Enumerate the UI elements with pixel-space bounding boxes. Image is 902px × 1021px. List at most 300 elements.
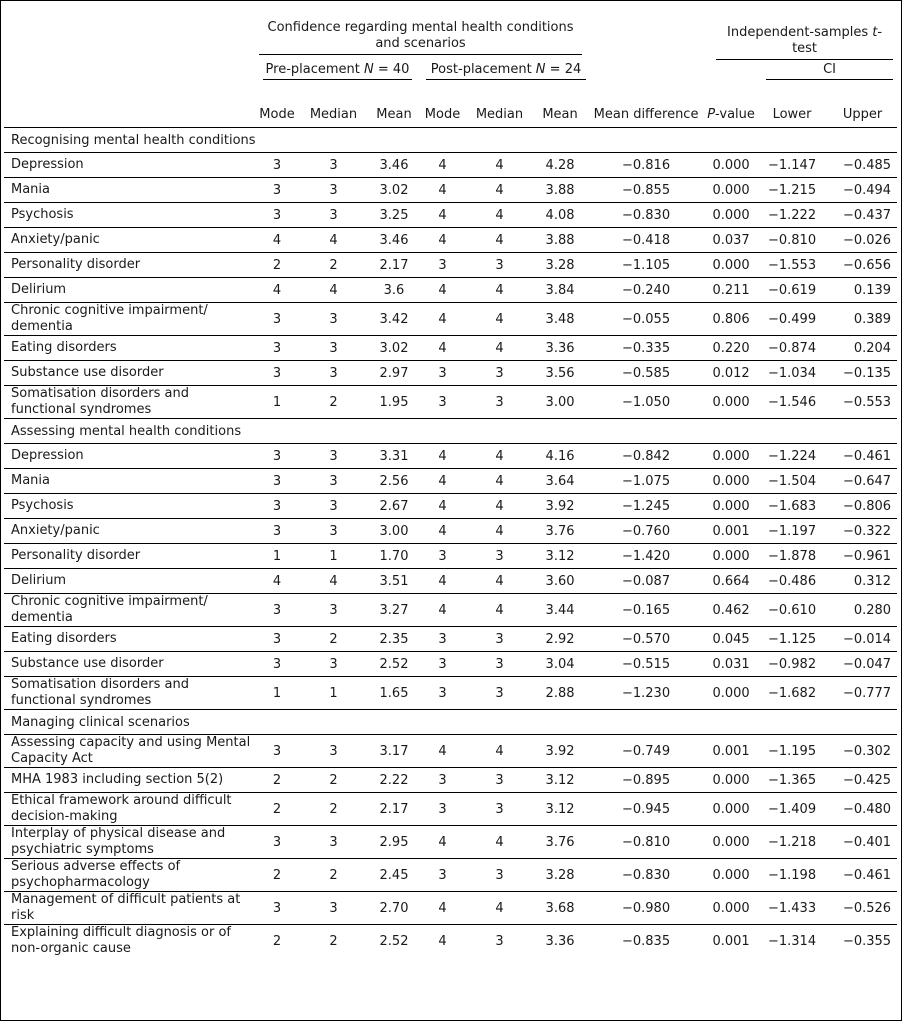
cell-mean-difference: −0.760: [586, 519, 706, 544]
cell-post-median: 4: [465, 594, 534, 627]
cell-mean-difference: −1.105: [586, 253, 706, 278]
cell-pre-mode: 3: [255, 444, 299, 469]
post-placement-count: = 24: [545, 62, 582, 77]
header-ttest-label: [716, 25, 893, 60]
cell-ci-lower: −0.619: [756, 278, 828, 303]
cell-pre-mean: 3.46: [368, 153, 420, 178]
cell-ci-upper: −0.656: [828, 253, 897, 278]
row-label: Management of difficult patients at risk: [4, 892, 255, 925]
cell-pre-mean: 3.6: [368, 278, 420, 303]
cell-pre-mean: 2.97: [368, 361, 420, 386]
cell-ci-upper: −0.461: [828, 444, 897, 469]
cell-p-value: 0.000: [706, 386, 756, 419]
cell-p-value: 0.037: [706, 228, 756, 253]
cell-post-mean: 3.60: [534, 569, 586, 594]
cell-post-median: 3: [465, 859, 534, 892]
cell-pre-mode: 3: [255, 519, 299, 544]
cell-post-median: 3: [465, 361, 534, 386]
cell-post-mode: 4: [420, 153, 465, 178]
cell-ci-upper: 0.389: [828, 303, 897, 336]
cell-ci-upper: −0.401: [828, 826, 897, 859]
cell-post-mode: 4: [420, 336, 465, 361]
cell-pre-mean: 3.25: [368, 203, 420, 228]
cell-pre-mode: 1: [255, 544, 299, 569]
cell-ci-upper: −0.553: [828, 386, 897, 419]
cell-p-value: 0.001: [706, 735, 756, 768]
cell-mean-difference: −0.830: [586, 859, 706, 892]
post-placement-label: Post-placement: [430, 62, 536, 77]
table-body: [4, 128, 897, 958]
cell-p-value: 0.000: [706, 768, 756, 793]
cell-post-mean: 3.64: [534, 469, 586, 494]
cell-pre-mean: 3.27: [368, 594, 420, 627]
cell-post-mean: 3.48: [534, 303, 586, 336]
cell-pre-mean: 3.00: [368, 519, 420, 544]
cell-ci-lower: −1.682: [756, 677, 828, 710]
cell-p-value: 0.045: [706, 627, 756, 652]
cell-pre-median: 3: [299, 826, 368, 859]
cell-p-value: 0.000: [706, 253, 756, 278]
row-label: Eating disorders: [4, 627, 255, 652]
cell-pre-median: 3: [299, 469, 368, 494]
cell-ci-lower: −1.222: [756, 203, 828, 228]
cell-mean-difference: −1.075: [586, 469, 706, 494]
cell-ci-lower: −1.365: [756, 768, 828, 793]
cell-post-mean: 2.88: [534, 677, 586, 710]
cell-mean-difference: −0.835: [586, 925, 706, 958]
cell-pre-mode: 1: [255, 386, 299, 419]
table-row: [4, 768, 897, 793]
cell-pre-median: 3: [299, 652, 368, 677]
cell-pre-mode: 3: [255, 494, 299, 519]
col-post-mean: Mean: [542, 107, 578, 122]
cell-post-median: 4: [465, 519, 534, 544]
cell-post-mode: 3: [420, 253, 465, 278]
cell-p-value: 0.806: [706, 303, 756, 336]
table-row: [4, 677, 897, 710]
col-lower: Lower: [772, 107, 812, 122]
cell-pre-median: 2: [299, 386, 368, 419]
cell-pre-mode: 3: [255, 178, 299, 203]
cell-p-value: 0.220: [706, 336, 756, 361]
table-row: [4, 303, 897, 336]
cell-pre-mode: 3: [255, 203, 299, 228]
cell-post-mean: 3.12: [534, 793, 586, 826]
cell-pre-median: 4: [299, 569, 368, 594]
cell-post-mean: 3.04: [534, 652, 586, 677]
cell-post-median: 3: [465, 652, 534, 677]
cell-ci-lower: −1.125: [756, 627, 828, 652]
cell-pre-mean: 3.42: [368, 303, 420, 336]
pre-placement-label: Pre-placement: [265, 62, 365, 77]
cell-ci-upper: −0.135: [828, 361, 897, 386]
section-title: Assessing mental health conditions: [4, 419, 897, 444]
table-row: [4, 569, 897, 594]
row-label: Chronic cognitive impairment/ dementia: [4, 303, 255, 336]
row-label: Serious adverse effects of psychopharmacology: [4, 859, 255, 892]
cell-post-mode: 4: [420, 278, 465, 303]
section-header-row: [4, 419, 897, 444]
cell-pre-mean: 2.22: [368, 768, 420, 793]
cell-pre-median: 2: [299, 253, 368, 278]
cell-pre-mode: 2: [255, 793, 299, 826]
cell-post-median: 4: [465, 469, 534, 494]
row-label: Anxiety/panic: [4, 519, 255, 544]
ttest-prefix: Independent-samples: [727, 25, 873, 40]
cell-pre-median: 2: [299, 859, 368, 892]
cell-ci-lower: −1.147: [756, 153, 828, 178]
cell-post-median: 3: [465, 768, 534, 793]
cell-pre-mean: 2.56: [368, 469, 420, 494]
row-label: Delirium: [4, 569, 255, 594]
cell-post-mode: 4: [420, 203, 465, 228]
cell-p-value: 0.211: [706, 278, 756, 303]
cell-ci-upper: 0.204: [828, 336, 897, 361]
cell-pre-mode: 3: [255, 594, 299, 627]
cell-post-mode: 4: [420, 228, 465, 253]
header-pre-placement: [255, 60, 420, 83]
cell-post-mean: 3.76: [534, 519, 586, 544]
cell-ci-upper: 0.312: [828, 569, 897, 594]
cell-pre-mean: 1.65: [368, 677, 420, 710]
table-row: [4, 892, 897, 925]
cell-post-mean: 3.28: [534, 859, 586, 892]
cell-pre-median: 2: [299, 627, 368, 652]
cell-post-mode: 4: [420, 735, 465, 768]
cell-p-value: 0.664: [706, 569, 756, 594]
cell-mean-difference: −0.087: [586, 569, 706, 594]
cell-pre-mean: 1.70: [368, 544, 420, 569]
table-row: [4, 627, 897, 652]
ci-label: CI: [766, 62, 893, 80]
cell-p-value: 0.000: [706, 677, 756, 710]
cell-ci-lower: −1.218: [756, 826, 828, 859]
cell-ci-lower: −1.224: [756, 444, 828, 469]
cell-mean-difference: −0.165: [586, 594, 706, 627]
ttest-suffix: -test: [792, 25, 883, 56]
cell-pre-median: 3: [299, 153, 368, 178]
cell-pre-median: 3: [299, 594, 368, 627]
cell-post-mean: 3.92: [534, 494, 586, 519]
cell-mean-difference: −0.055: [586, 303, 706, 336]
cell-mean-difference: −1.420: [586, 544, 706, 569]
cell-ci-upper: 0.280: [828, 594, 897, 627]
cell-post-mean: 3.12: [534, 544, 586, 569]
cell-pre-mode: 4: [255, 569, 299, 594]
cell-pre-median: 3: [299, 303, 368, 336]
cell-pre-median: 2: [299, 925, 368, 958]
cell-ci-upper: −0.494: [828, 178, 897, 203]
row-label: Somatisation disorders and functional syndromes: [4, 677, 255, 710]
cell-post-mode: 4: [420, 892, 465, 925]
cell-post-mode: 3: [420, 544, 465, 569]
row-label: Mania: [4, 178, 255, 203]
cell-post-median: 3: [465, 627, 534, 652]
cell-pre-mode: 3: [255, 469, 299, 494]
cell-ci-lower: −0.486: [756, 569, 828, 594]
cell-ci-lower: −1.409: [756, 793, 828, 826]
table-row: [4, 153, 897, 178]
cell-ci-lower: −1.553: [756, 253, 828, 278]
row-label: Assessing capacity and using Mental Capacity Act: [4, 735, 255, 768]
cell-ci-upper: −0.485: [828, 153, 897, 178]
row-label: Psychosis: [4, 494, 255, 519]
cell-pre-median: 3: [299, 203, 368, 228]
cell-mean-difference: −1.230: [586, 677, 706, 710]
cell-post-mode: 3: [420, 386, 465, 419]
cell-p-value: 0.000: [706, 793, 756, 826]
cell-post-mean: 4.28: [534, 153, 586, 178]
cell-pre-median: 3: [299, 494, 368, 519]
cell-mean-difference: −0.842: [586, 444, 706, 469]
cell-post-median: 3: [465, 386, 534, 419]
cell-post-median: 4: [465, 303, 534, 336]
cell-ci-lower: −1.198: [756, 859, 828, 892]
cell-post-mode: 4: [420, 569, 465, 594]
cell-post-mean: 3.12: [534, 768, 586, 793]
cell-p-value: 0.000: [706, 544, 756, 569]
cell-ci-upper: −0.647: [828, 469, 897, 494]
col-pvalue: [706, 83, 756, 128]
table-row: [4, 361, 897, 386]
cell-ci-lower: −0.874: [756, 336, 828, 361]
cell-ci-upper: −0.014: [828, 627, 897, 652]
cell-pre-mean: 1.95: [368, 386, 420, 419]
cell-pre-mean: 3.17: [368, 735, 420, 768]
cell-ci-lower: −1.215: [756, 178, 828, 203]
section-title: Managing clinical scenarios: [4, 710, 897, 735]
cell-pre-mode: 2: [255, 925, 299, 958]
cell-post-median: 4: [465, 278, 534, 303]
cell-post-mode: 4: [420, 594, 465, 627]
cell-pre-mean: 3.02: [368, 336, 420, 361]
cell-ci-lower: −0.982: [756, 652, 828, 677]
cell-post-mean: 3.28: [534, 253, 586, 278]
cell-pre-median: 2: [299, 793, 368, 826]
cell-ci-upper: −0.355: [828, 925, 897, 958]
cell-post-mean: 3.84: [534, 278, 586, 303]
cell-post-median: 4: [465, 826, 534, 859]
pre-placement-count: = 40: [373, 62, 410, 77]
cell-post-mean: 2.92: [534, 627, 586, 652]
col-post-median: Median: [475, 107, 524, 122]
cell-post-mean: 3.68: [534, 892, 586, 925]
cell-mean-difference: −0.855: [586, 178, 706, 203]
cell-post-mode: 3: [420, 768, 465, 793]
table-row: [4, 793, 897, 826]
table-row: [4, 178, 897, 203]
cell-pre-mean: 3.46: [368, 228, 420, 253]
row-label: Depression: [4, 153, 255, 178]
pvalue-italic: P: [707, 107, 716, 122]
cell-p-value: 0.000: [706, 444, 756, 469]
row-label: Delirium: [4, 278, 255, 303]
row-label: Chronic cognitive impairment/ dementia: [4, 594, 255, 627]
cell-pre-mean: 2.17: [368, 253, 420, 278]
row-label: Mania: [4, 469, 255, 494]
cell-ci-upper: −0.437: [828, 203, 897, 228]
header-ci: [756, 60, 897, 83]
cell-pre-mean: 2.95: [368, 826, 420, 859]
cell-ci-upper: −0.777: [828, 677, 897, 710]
cell-p-value: 0.000: [706, 494, 756, 519]
cell-pre-mode: 1: [255, 677, 299, 710]
cell-ci-lower: −1.546: [756, 386, 828, 419]
cell-post-median: 4: [465, 153, 534, 178]
cell-post-mode: 4: [420, 303, 465, 336]
cell-pre-mode: 3: [255, 153, 299, 178]
cell-pre-median: 3: [299, 735, 368, 768]
row-label: Ethical framework around difficult decision-making: [4, 793, 255, 826]
header-confidence-group: [255, 20, 586, 60]
cell-post-median: 4: [465, 336, 534, 361]
cell-post-median: 4: [465, 494, 534, 519]
table-row: [4, 594, 897, 627]
col-mean-difference: Mean difference: [593, 107, 699, 122]
cell-pre-mean: 2.17: [368, 793, 420, 826]
cell-pre-mode: 3: [255, 826, 299, 859]
cell-post-mode: 4: [420, 826, 465, 859]
cell-pre-median: 3: [299, 361, 368, 386]
cell-post-mode: 4: [420, 494, 465, 519]
cell-ci-lower: −1.878: [756, 544, 828, 569]
cell-p-value: 0.001: [706, 925, 756, 958]
table-row: [4, 652, 897, 677]
cell-ci-lower: −0.610: [756, 594, 828, 627]
cell-post-median: 3: [465, 677, 534, 710]
table-row: [4, 859, 897, 892]
cell-p-value: 0.031: [706, 652, 756, 677]
cell-p-value: 0.000: [706, 153, 756, 178]
cell-ci-lower: −1.433: [756, 892, 828, 925]
results-table: [4, 20, 897, 957]
cell-mean-difference: −1.245: [586, 494, 706, 519]
cell-ci-lower: −1.504: [756, 469, 828, 494]
cell-mean-difference: −0.515: [586, 652, 706, 677]
cell-mean-difference: −0.418: [586, 228, 706, 253]
cell-mean-difference: −0.980: [586, 892, 706, 925]
section-header-row: [4, 710, 897, 735]
cell-pre-mean: 2.45: [368, 859, 420, 892]
cell-mean-difference: −0.895: [586, 768, 706, 793]
row-label: Personality disorder: [4, 544, 255, 569]
table-row: [4, 203, 897, 228]
cell-p-value: 0.000: [706, 892, 756, 925]
cell-pre-median: 3: [299, 178, 368, 203]
cell-post-mean: 3.44: [534, 594, 586, 627]
cell-post-mode: 4: [420, 519, 465, 544]
cell-post-mode: 3: [420, 793, 465, 826]
cell-ci-lower: −1.195: [756, 735, 828, 768]
table-row: [4, 444, 897, 469]
cell-ci-upper: 0.139: [828, 278, 897, 303]
cell-post-median: 3: [465, 925, 534, 958]
cell-ci-upper: −0.425: [828, 768, 897, 793]
cell-pre-mode: 3: [255, 303, 299, 336]
cell-mean-difference: −0.570: [586, 627, 706, 652]
cell-ci-upper: −0.047: [828, 652, 897, 677]
col-pre-mode: Mode: [259, 107, 295, 122]
cell-p-value: 0.000: [706, 203, 756, 228]
pre-placement-n: N: [364, 62, 374, 77]
cell-ci-lower: −1.197: [756, 519, 828, 544]
header-confidence-label: Confidence regarding mental health conditions and scenarios: [259, 20, 582, 55]
cell-post-mean: 4.08: [534, 203, 586, 228]
cell-mean-difference: −1.050: [586, 386, 706, 419]
cell-pre-median: 2: [299, 768, 368, 793]
cell-post-median: 4: [465, 892, 534, 925]
row-label: Substance use disorder: [4, 652, 255, 677]
cell-pre-mean: 2.67: [368, 494, 420, 519]
cell-pre-median: 4: [299, 228, 368, 253]
cell-post-mean: 3.76: [534, 826, 586, 859]
table-row: [4, 519, 897, 544]
cell-post-median: 3: [465, 793, 534, 826]
col-post-mode: Mode: [424, 107, 461, 122]
cell-post-mode: 4: [420, 444, 465, 469]
cell-post-mean: 3.00: [534, 386, 586, 419]
cell-ci-upper: −0.461: [828, 859, 897, 892]
cell-ci-lower: −0.499: [756, 303, 828, 336]
table-row: [4, 278, 897, 303]
row-label: Psychosis: [4, 203, 255, 228]
cell-p-value: 0.001: [706, 519, 756, 544]
cell-ci-upper: −0.322: [828, 519, 897, 544]
cell-post-mode: 3: [420, 652, 465, 677]
cell-pre-mode: 4: [255, 278, 299, 303]
table-row: [4, 228, 897, 253]
cell-ci-upper: −0.806: [828, 494, 897, 519]
cell-post-median: 4: [465, 444, 534, 469]
cell-pre-median: 3: [299, 336, 368, 361]
cell-p-value: 0.462: [706, 594, 756, 627]
cell-post-mode: 3: [420, 627, 465, 652]
cell-post-median: 3: [465, 544, 534, 569]
cell-post-mode: 4: [420, 469, 465, 494]
cell-post-mean: 3.36: [534, 336, 586, 361]
cell-pre-mode: 2: [255, 859, 299, 892]
cell-pre-mean: 3.02: [368, 178, 420, 203]
row-label: Depression: [4, 444, 255, 469]
row-label: Substance use disorder: [4, 361, 255, 386]
cell-mean-difference: −0.585: [586, 361, 706, 386]
cell-post-median: 4: [465, 178, 534, 203]
pvalue-suffix: -value: [715, 107, 755, 122]
cell-post-median: 3: [465, 253, 534, 278]
section-title: Recognising mental health conditions: [4, 128, 897, 153]
cell-pre-mode: 3: [255, 735, 299, 768]
cell-post-mean: 3.56: [534, 361, 586, 386]
cell-post-median: 4: [465, 569, 534, 594]
table-row: [4, 544, 897, 569]
header-post-placement: [420, 60, 586, 83]
cell-mean-difference: −0.240: [586, 278, 706, 303]
cell-pre-median: 1: [299, 544, 368, 569]
cell-post-mode: 3: [420, 859, 465, 892]
cell-pre-mode: 3: [255, 627, 299, 652]
cell-pre-mode: 3: [255, 652, 299, 677]
post-placement-n: N: [535, 62, 546, 77]
col-pre-median: Median: [309, 107, 358, 122]
col-pre-mean: Mean: [376, 107, 412, 122]
table-row: [4, 336, 897, 361]
cell-post-mode: 3: [420, 361, 465, 386]
cell-pre-median: 4: [299, 278, 368, 303]
cell-mean-difference: −0.945: [586, 793, 706, 826]
cell-post-mean: 3.88: [534, 228, 586, 253]
cell-ci-lower: −1.314: [756, 925, 828, 958]
cell-ci-upper: −0.961: [828, 544, 897, 569]
